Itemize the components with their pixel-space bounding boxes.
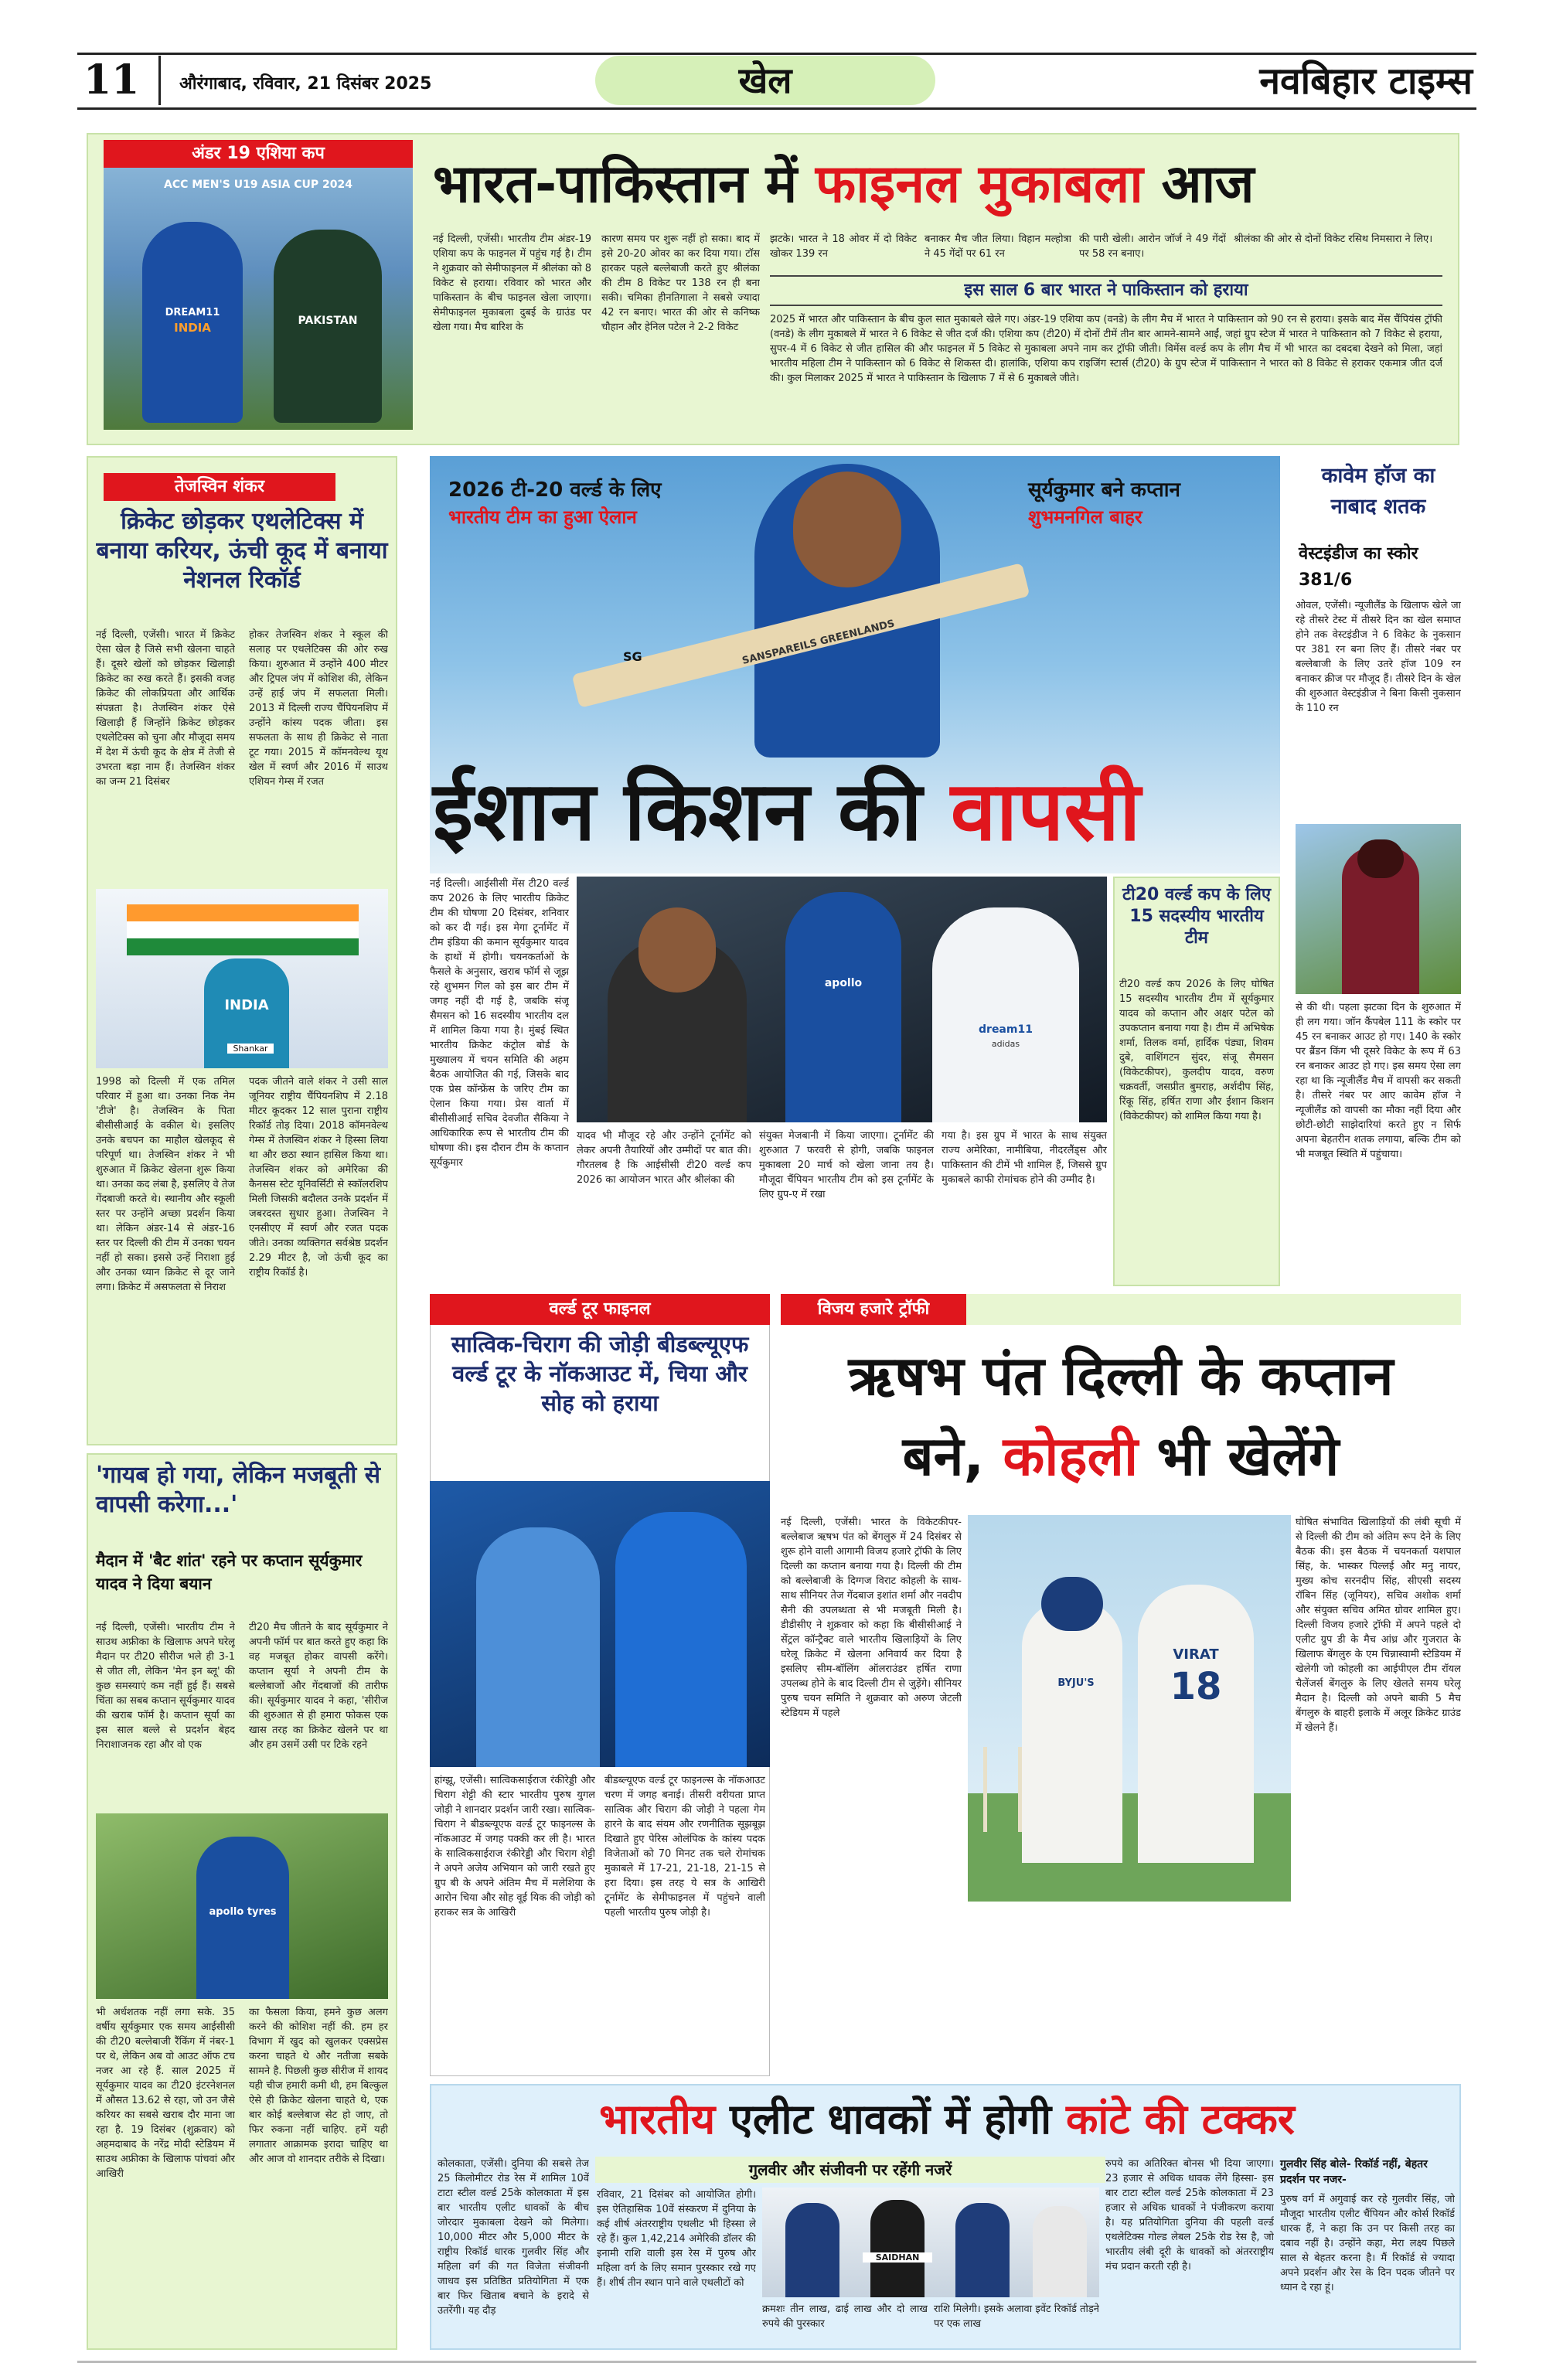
section-title: खेल <box>738 60 792 101</box>
kavem-body-1: ओवल, एजेंसी। न्यूजीलैंड के खिलाफ खेले जा रहे तीसरे टेस्ट में तीसरे दिन का खेल समाप्त होने तक वेस्टइंडीज ने 6 विकेट के नुकसान पर 381 रन बना लिए हैं। तीसरे नंबर पर बल्लेबाजी के लिए उतरे हॉज 109 रन बनाकर क्रीज पर मौजूद हैं। तीसरे दिन के खेल की शुरुआत वेस्टइंडीज ने बिना किसी नुकसान के 110 रन <box>1296 600 1461 714</box>
tejaswin-col-1: नई दिल्ली, एजेंसी। भारत में क्रिकेट ऐसा खेल है जिसे सभी खेलना चाहते हैं। दूसरे खेलों को छोड़कर खिलाड़ी क्रिकेट का रुख करते हैं। इसकी वजह क्रिकेट की लोकप्रियता और आर्थिक संपन्नता है। तेजस्विन शंकर ऐसे खिलाड़ी हैं जिन्होंने क्रिकेट छोड़कर एथलेटिक्स को चुना और मौजूदा समय में देश में ऊंची कूद के क्षेत्र में तेजी से उभरता बड़ा नाम हैं। तेजस्विन शंकर का जन्म 21 दिसंबर <box>96 629 235 788</box>
kohli-pant-photo <box>968 1515 1291 1902</box>
surya-col-3: भी अर्धशतक नहीं लगा सके. 35 वर्षीय सूर्यकुमार एक समय आईसीसी की टी20 बल्लेबाजी रैंकिंग में नंबर-1 पर थे, लेकिन अब वो आउट ऑफ टच नजर आ रहे हैं. साल 2025 में सूर्यकुमार यादव का टी20 इंटरनेशनल में औसत 13.62 से रहा, जो उन जैसे करियर का सबसे खराब दौर माना जा रहा है. 19 दिसंबर (शुक्रवार) को अहमदाबाद के नरेंद्र मोदी स्टेडियम में साउथ अफ्रीका के खिलाफ पांचवां और आखिरी <box>96 2007 235 2180</box>
satwik-col-2: बीडब्ल्यूएफ वर्ल्ड टूर फाइनल्स के नॉकआउट चरण में जगह बनाई। तीसरी वरीयता प्राप्त सात्विक और चिराग की जोड़ी ने पहला गेम हारने के बाद संयम और रणनीतिक सूझबूझ दिखाते हुए पेरिस ओलंपिक के कांस्य पदक विजेताओं को 70 मिनट तक चले रोमांचक मुकाबले में 17-21, 21-18, 21-15 से हरा दिया। इस तरह ये सत्र के आखिरी टूर्नामेंट के सेमीफाइनल में पहुंचने वाली पहली भारतीय पुरुष जोड़ी है। <box>604 1775 765 1919</box>
tejaswin-col-3: 1998 को दिल्ली में एक तमिल परिवार में हुआ था। उनका निक नेम 'टीजे' है। तेजस्विन के पिता बीसीसीआई के वकील थे। इसलिए उनके बचपन का माहौल खेलकूद से परिपूर्ण था। तेजस्विन शंकर ने भी शुरुआत में क्रिकेट खेलना शुरू किया था। उनका कद लंबा है, इसलिए वे तेज गेंदबाजी करते थे। स्थानीय और स्कूली स्तर पर उन्होंने अच्छा प्रदर्शन किया था। लेकिन अंडर-14 से अंडर-16 स्तर पर दिल्ली की टीम में उनका चयन नहीं हो सका। इससे उन्हें निराशा हुई और उनका ध्यान क्रिकेट से दूर जाने लगा। क्रिकेट में असफलता से निराश <box>96 1076 235 1293</box>
u19-captains-photo <box>104 168 413 430</box>
ishan-bullet-right <box>1028 476 1275 538</box>
top-story-headline <box>433 142 1453 227</box>
flag-saffron <box>127 904 359 921</box>
masthead: नवबिहार टाइम्स <box>1259 60 1473 103</box>
flag-white <box>127 921 359 938</box>
player-india-jersey-text: DREAM11 <box>165 307 220 318</box>
headline-black: भारत-पाकिस्तान में <box>433 154 798 215</box>
tejaswin-col-4: पदक जीतने वाले शंकर ने उसी साल जूनियर राष्ट्रीय चैंपियनशिप में 2.18 मीटर कूदकर 12 साल पुराना राष्ट्रीय रिकॉर्ड तोड़ दिया। 2018 कॉमनवेल्थ गेम्स में तेजस्विन शंकर ने हिस्सा लिया था और छठा स्थान हासिल किया था। तेजस्विन शंकर को अमेरिका की कैनसस स्टेट यूनिवर्सिटी से स्कॉलरशिप मिली जिसकी बदौलत उनके प्रदर्शन में जबरदस्त सुधार हुआ। तेजस्विन ने एनसीएए में स्वर्ण और रजत पदक जीते। उनका व्यक्तिगत सर्वश्रेष्ठ प्रदर्शन 2.29 मीटर है, जो ऊंची कूद का राष्ट्रीय रिकॉर्ड है। <box>249 1076 388 1279</box>
sub-story-body: 2025 में भारत और पाकिस्तान के बीच कुल सात मुकाबले खेले गए। अंडर-19 एशिया कप (वनडे) के लीग मैच में भारत ने पाकिस्तान को 90 रन से हराया। इसके बाद मेंस चैंपियंस ट्रॉफी (वनडे) के लीग मुकाबले में भारत ने 6 विकेट से जीत दर्ज की। एशिया कप (टी20) में दोनों टीमें तीन बार आमने-सामने आईं, जहां ग्रुप स्टेज में भारत ने पाकिस्तान को 7 विकेट से हराया, सुपर-4 में 6 विकेट से जीत हासिल की और फाइनल में 5 विकेट से मुकाबला अपने नाम कर ट्रॉफी जीती। विमेंस वर्ल्ड कप के लीग मैच में भी भारत का दबदबा देखने को मिला, जहां भारतीय महिला टीम ने पाकिस्तान को 6 विकेट से शिकस्त दी। हालांकि, एशिया कप राइजिंग स्टार्स (टी20) के ग्रुप स्टेज में पाकिस्तान ने भारत को 8 विकेट से हराकर एकमात्र जीत दर्ज की। कुल मिलाकर 2025 में भारत ने पाकिस्तान के खिलाफ 7 में से 6 मुकाबले जीते। <box>770 314 1442 384</box>
kavem-bullet: वेस्टइंडीज का स्कोर 381/6 <box>1299 544 1418 590</box>
pant-headline-line1: ऋषभ पंत दिल्ली के कप्तान <box>848 1344 1394 1408</box>
runners-col-1: कोलकाता, एजेंसी। दुनिया की सबसे तेज 25 किलोमीटर रोड रेस में शामिल 10वें टाटा स्टील वर्ल्ड 25के कोलकाता में इस बार भारतीय एलीट धावकों के बीच जोरदार मुकाबला देखने को मिलेगा। 10,000 मीटर और 5,000 मीटर के राष्ट्रीय रिकॉर्ड धारक गुलवीर सिंह और महिला वर्ग की गत विजेता संजीवनी जाधव इस प्रतिष्ठित प्रतियोगिता में एक बार फिर खिताब बचाने के इरादे से उतरेंगी। यह दौड़ <box>438 2158 589 2317</box>
runners-headline-black1: भारतीय <box>599 2095 716 2143</box>
tejaswin-col-2: होकर तेजस्विन शंकर ने स्कूल की सलाह पर एथलेटिक्स की ओर रुख किया। शुरुआत में उन्होंने 400 मीटर और ट्रिपल जंप में कोशिश की, लेकिन उन्हें हाई जंप में सफलता मिली। 2013 में दिल्ली राज्य चैंपियनशिप में उन्होंने कांस्य पदक जीता। इस सफलता के साथ ही क्रिकेट से नाता टूट गया। 2015 में कॉमनवेल्थ यूथ खेल में स्वर्ण और 2016 में साउथ एशियन गेम्स में रजत <box>249 629 388 788</box>
runner-2 <box>870 2200 925 2297</box>
runner-3 <box>955 2203 1010 2297</box>
runner-bib-text: SAIDHAN <box>863 2252 932 2263</box>
surya-col-4: का फैसला किया, हमने कुछ अलग करने की कोशिश नहीं की. हम हर विभाग में खुद को खुलकर एक्सप्रेस करना चाहते थे और नतीजा सबके सामने है. पिछली कुछ सीरीज में शायद यही चीज हमारी कमी थी, हम बिल्कुल ऐसे ही क्रिकेट खेलना चाहते थे, एक बार कोई बल्लेबाज सेट हो जाए, तो फिर रुकना नहीं चाहिए. हमें यही लगातार आक्रामक इरादा चाहिए था और आज वो शानदार तरीके से दिखा। <box>249 2007 388 2165</box>
athlete-bib: Shankar <box>227 1044 274 1054</box>
pant-headline <box>781 1336 1461 1506</box>
runner-4 <box>1033 2206 1087 2297</box>
runners-headline-black2: एलीट धावकों में होगी <box>730 2095 1052 2143</box>
tejaswin-photo <box>96 889 388 1068</box>
kohli-name-text: VIRAT <box>1173 1646 1219 1663</box>
runners-headline <box>441 2087 1453 2152</box>
ishan-headline-black: ईशान किशन की <box>433 764 922 859</box>
kavem-photo <box>1296 824 1461 994</box>
runners-col-4-head: गुलवीर सिंह बोले- रिकॉर्ड नहीं, बेहतर प्रदर्शन पर नजर- <box>1280 2158 1428 2186</box>
runners-col-4: पुरुष वर्ग में अगुवाई कर रहे गुलवीर सिंह, जो मौजूदा भारतीय एलीट चैंपियन और कोर्स रिकॉर्ड धारक हैं, ने कहा कि उन पर किसी तरह का दबाव नहीं है। उन्होंने कहा, मेरा लक्ष्य पिछले साल से बेहतर करना है। मैं रिकॉर्ड से ज्यादा अपने प्रदर्शन और रेस के दिन पदक जीतने पर ध्यान दे रहा हूं। <box>1280 2194 1455 2293</box>
surya-bullet: मैदान में 'बैट शांत' रहने पर कप्तान सूर्यकुमार यादव ने दिया बयान <box>96 1551 363 1593</box>
sponsor-text: BYJU'S <box>1057 1677 1095 1689</box>
player-india-country: INDIA <box>174 321 211 335</box>
satwik-tag: वर्ल्ड टूर फाइनल <box>430 1294 770 1325</box>
kavem-headline: कावेम हॉज का नाबाद शतक <box>1321 464 1435 519</box>
flag-green <box>127 938 359 955</box>
bullet-right-line2: शुभमनगिल बाहर <box>1028 506 1142 528</box>
pant-line2-red: कोहली <box>1003 1425 1139 1488</box>
chirag-figure <box>615 1512 747 1767</box>
ishan-col-2: यादव भी मौजूद रहे और उन्होंने टूर्नामेंट को लेकर अपनी तैयारियों और उम्मीदों पर बात की। गौरतलब है कि आईसीसी टी20 वर्ल्ड कप 2026 का आयोजन भारत और श्रीलंका की <box>577 1130 751 1186</box>
headline-red: फाइनल मुकाबला <box>815 154 1143 215</box>
sub-story-heading: इस साल 6 बार भारत ने पाकिस्तान को हराया <box>964 281 1248 300</box>
kohli-number-text: 18 <box>1170 1665 1222 1708</box>
ishan-col-4: गया है। इस ग्रुप में भारत के साथ संयुक्त राज्य अमेरिका, नामीबिया, नीदरलैंड्स और पाकिस्तान की टीमें भी शामिल हैं, जिससे ग्रुप मुकाबले काफी रोमांचक होने की उम्मीद है। <box>942 1130 1107 1186</box>
satwik-figure <box>476 1527 600 1767</box>
runner-1 <box>785 2203 839 2297</box>
photo-banner-text: ACC MEN'S U19 ASIA CUP 2024 <box>163 179 352 191</box>
pant-line2-black: बने, <box>902 1425 985 1488</box>
squad-body: टी20 वर्ल्ड कप 2026 के लिए घोषित 15 सदस्यीय भारतीय टीम में सूर्यकुमार यादव को कप्तान और अक्षर पटेल को उपकप्तान बनाया गया है। टीम में अभिषेक शर्मा, तिलक वर्मा, हार्दिक पंड्या, शिवम दुबे, वाशिंगटन सुंदर, संजू सैमसन (विकेटकीपर), कुलदीप यादव, वरुण चक्रवर्ती, जसप्रीत बुमराह, अर्शदीप सिंह, रिंकू सिंह, हर्षित राणा और ईशान किशन (विकेटकीपर) को शामिल किया गया है। <box>1119 979 1274 1122</box>
player-figure-2 <box>785 892 901 1122</box>
ishan-col-3: संयुक्त मेजबानी में किया जाएगा। टूर्नामेंट की शुरुआत 7 फरवरी से होगी, जबकि फाइनल मुकाबला 20 मार्च को खेला जाना तय है। मौजूदा चैंपियन भारतीय टीम को इस टूर्नामेंट के लिए ग्रुप-ए में रखा <box>759 1130 934 1200</box>
athlete-jersey-text: INDIA <box>224 997 269 1013</box>
headline-end: आज <box>1161 154 1255 215</box>
player-pakistan-jersey-text: PAKISTAN <box>298 315 358 327</box>
pant-helmet <box>1041 1577 1103 1631</box>
top-story-col-5: की पारी खेली। आरोन जॉर्ज ने 49 गेंदों पर 58 रन बनाए। <box>1079 233 1226 260</box>
player-figure-3 <box>932 907 1079 1122</box>
surya-col-1: नई दिल्ली, एजेंसी। भारतीय टीम ने साउथ अफ्रीका के खिलाफ अपने घरेलू मैदान पर टी20 सीरीज भले ही 3-1 से जीत ली, लेकिन 'मेन इन ब्लू' की कुछ समस्याएं कम नहीं हुई हैं। सबसे चिंता का सबब कप्तान सूर्यकुमार यादव की खराब फॉर्म है। कप्तान सूर्या का इस साल बल्ले से प्रदर्शन बेहद निराशाजनक रहा और वो एक <box>96 1622 235 1751</box>
top-story-col-6: श्रीलंका की ओर से दोनों विकेट रसिथ निमसारा ने लिए। <box>1234 233 1433 245</box>
ishan-bullet-left <box>448 476 696 538</box>
ishan-head <box>793 472 901 587</box>
player-figure-3-text: dream11 <box>979 1023 1033 1036</box>
pant-line2-end: भी खेलेंगे <box>1156 1425 1340 1488</box>
tejaswin-tag: तेजस्विन शंकर <box>104 473 335 501</box>
top-story-col-2: कारण समय पर शुरू नहीं हो सका। बाद में इसे 20-20 ओवर का कर दिया गया। टॉस हारकर पहले बल्लेबाजी करते हुए श्रीलंका की टीम 8 विकेट पर 138 रन ही बना सकी। चमिका हीनतिगाला ने सबसे ज्यादा 42 रन बनाए। भारत की ओर से कनिष्क चौहान और हेनिल पटेल ने 2-2 विकेट <box>601 233 760 333</box>
page-footer-rule <box>77 2361 1476 2363</box>
satwik-chirag-photo <box>430 1481 770 1767</box>
runners-headline-red: कांटे की टक्कर <box>1065 2095 1295 2143</box>
bullet-right-line1: सूर्यकुमार बने कप्तान <box>1028 478 1180 502</box>
press-conference-photo <box>577 877 1107 1122</box>
kavem-body-2: से की थी। पहला झटका दिन के शुरुआत में ही लग गया। जॉन कैंपबेल 111 के स्कोर पर 45 रन बनाकर आउट हो गए। 140 के स्कोर पर ब्रैंडन किंग भी दूसरे विकेट के रूप में 63 रन बनाकर आउट हो गए। इस समय ऐसा लग रहा था कि न्यूजीलैंड मैच में वापसी कर सकती है। तीसरे नंबर पर आए कावेम हॉज ने न्यूजीलैंड को वापसी का मौका नहीं दिया और छोटी-छोटी साझेदारियां करते हुए न सिर्फ अपना बेहतरीन शतक लगाया, बल्कि टीम को भी मजबूत स्थिति में पहुंचाया। <box>1296 1002 1461 1160</box>
surya-jersey-text: apollo tyres <box>209 1906 277 1918</box>
pant-headline-line2 <box>781 1416 1461 1496</box>
batter-helmet <box>1357 839 1404 878</box>
surya-figure <box>196 1837 289 1999</box>
top-story-tag: अंडर 19 एशिया कप <box>104 140 413 168</box>
surya-col-2: टी20 मैच जीतने के बाद सूर्यकुमार ने अपनी फॉर्म पर बात करते हुए कहा कि वह मजबूत होकर वापसी करेंगे। कप्तान सूर्या ने अपनी टीम के बल्लेबाजों और गेंदबाजों की तारीफ की। सूर्यकुमार यादव ने कहा, 'सीरीज की शुरुआत से ही हमारा फोकस एक खास तरह का क्रिकेट खेलने पर था और हम उसमें उसी पर टिके रहने <box>249 1622 388 1751</box>
pant-col-2: घोषित संभावित खिलाड़ियों की लंबी सूची में से दिल्ली की टीम को अंतिम रूप देने के लिए बैठक की। इस बैठक में चयनकर्ता यशपाल सिंह, के. भास्कर पिल्लई और मनु नायर, मुख्य कोच सरनदीप सिंह, सीएसी सदस्य रॉबिन सिंह (जूनियर), सचिव अशोक शर्मा और संयुक्त सचिव अमित ग्रोवर शामिल हुए। दिल्ली विजय हजारे ट्रॉफी में अपने पहले दो एलीट ग्रुप डी के मैच आंध्र और गुजरात के खिलाफ बेंगलुरु के एम चिन्नास्वामी स्टेडियम में खेलेगी जो कोहली का आईपीएल टीम रॉयल चैलेंजर्स बेंगलुरु के लिए खेलते समय घरेलू मैदान है। दिल्ली को अपने बाकी 5 मैच बेंगलुरु के बाहरी इलाके में अलूर क्रिकेट ग्राउंड में खेलने हैं। <box>1296 1517 1461 1734</box>
runners-photo-caption-right: राशि मिलेगी। इसके अलावा इवेंट रिकॉर्ड तोड़ने पर एक लाख <box>934 2303 1099 2330</box>
kohli-figure <box>1138 1585 1254 1863</box>
runners-col-3: रुपये का अतिरिक्त बोनस भी दिया जाएगा। 23 हजार से अधिक धावक लेंगे हिस्सा- इस बार टाटा स्टील वर्ल्ड 25के कोलकाता में 23 हजार से अधिक धावकों ने पंजीकरण कराया है। यह प्रतियोगिता दुनिया की पहली वर्ल्ड एथलेटिक्स गोल्ड लेबल 25के रोड रेस है, जो भारतीय लंबी दूरी के धावकों को अंतरराष्ट्रीय मंच प्रदान करती रही है। <box>1105 2158 1274 2273</box>
stumps <box>983 1747 1022 1832</box>
runners-sub-banner: गुलवीर और संजीवनी पर रहेंगी नजरें <box>595 2157 1105 2183</box>
top-story-col-1: नई दिल्ली, एजेंसी। भारतीय टीम अंडर-19 एशिया कप के फाइनल में पहुंच गई है। टीम ने शुक्रवार को सेमीफाइनल में श्रीलंका को 8 विकेट से हराया। रविवार को भारत और पाकिस्तान के बीच फाइनल खेला जाएगा। सेमीफाइनल मुकाबला दुबई के ग्राउंड पर खेला गया। मैच बारिश के <box>433 233 591 333</box>
runners-photo <box>762 2188 1099 2297</box>
ishan-headline <box>433 754 1283 870</box>
selector-head <box>638 907 716 993</box>
pant-tag: विजय हजारे ट्रॉफी <box>781 1294 966 1325</box>
ishan-col-1: नई दिल्ली। आईसीसी मेंस टी20 वर्ल्ड कप 2026 के लिए भारतीय क्रिकेट टीम की घोषणा 20 दिसंबर, शनिवार को कर दी गई। इस मेगा टूर्नामेंट में टीम इंडिया की कमान सूर्यकुमार यादव के हाथों में होगी। चयनकर्ताओं के फैसले के अनुसार, खराब फॉर्म से जूझ रहे शुभमन गिल को इस बार टीम में जगह नहीं दी गई है, जबकि संजू सैमसन को 16 सदस्यीय भारतीय दल में शामिल किया गया है। मुंबई स्थित भारतीय क्रिकेट कंट्रोल बोर्ड के मुख्यालय में चयन समिति की अहम बैठक आयोजित की गई, जिसके बाद एक प्रेस कॉन्फ्रेंस के जरिए टीम का ऐलान किया गया। प्रेस वार्ता में बीसीसीआई सचिव देवजीत सैकिया ने आधिकारिक रूप से भारतीय टीम की घोषणा की। इस दौरान टीम के कप्तान सूर्यकुमार <box>430 878 569 1169</box>
dateline: औरंगाबाद, रविवार, 21 दिसंबर 2025 <box>179 74 432 94</box>
satwik-col-1: हांग्झू, एजेंसी। सात्विकसाईराज रंकीरेड्डी और चिराग शेट्टी की स्टार भारतीय पुरुष युगल जोड़ी ने शानदार प्रदर्शन जारी रखा। सात्विक-चिराग ने बीडब्ल्यूएफ वर्ल्ड टूर फाइनल्स के नॉकआउट में जगह पक्की कर ली है। भारत के सात्विकसाईराज रंकीरेड्डी और चिराग शेट्टी ने अपने अजेय अभियान को जारी रखते हुए ग्रुप बी के अपने अंतिम मैच में मलेशिया के आरोन चिया और सोह वूई यिक की जोड़ी को हराकर सत्र के आखिरी <box>434 1775 595 1919</box>
bullet-left-line2: भारतीय टीम का हुआ ऐलान <box>448 506 637 528</box>
surya-quote: 'गायब हो गया, लेकिन मजबूती से वापसी करेगा...' <box>96 1462 381 1518</box>
player-figure-3-logo: adidas <box>991 1039 1020 1049</box>
ishan-headline-red: वापसी <box>950 764 1141 859</box>
surya-photo <box>96 1813 388 1999</box>
pant-col-1: नई दिल्ली, एजेंसी। भारत के विकेटकीपर-बल्लेबाज ऋषभ पंत को बेंगलुरु में 24 दिसंबर से शुरू होने वाली आगामी विजय हजारे ट्रॉफी के लिए दिल्ली का कप्तान बनाया गया है। दिल्ली की टीम को बल्लेबाजी के दिग्गज विराट कोहली के साथ-साथ सीनियर तेज गेंदबाज इशांत शर्मा और नवदीप सैनी की उपलब्धता से भी मजबूती मिली है। डीडीसीए ने शुक्रवार को कहा कि बीसीसीआई ने सेंट्रल कॉन्ट्रैक्ट वाले भारतीय खिलाड़ियों के लिए घरेलू क्रिकेट में खेलना अनिवार्य कर दिया है इसलिए सीम-बॉलिंग ऑलराउंडर हर्षित राणा उपलब्ध होने के बाद दिल्ली टीम से जुड़ेंगे। सीनियर पुरुष चयन समिति ने शुक्रवार को अरुण जेटली स्टेडियम में पहले <box>781 1517 962 1719</box>
glove-logo: SG <box>623 649 642 664</box>
runners-photo-caption-left: क्रमशः तीन लाख, ढाई लाख और दो लाख रुपये की पुरस्कार <box>762 2303 928 2330</box>
satwik-headline: सात्विक-चिराग की जोड़ी बीडब्ल्यूएफ वर्ल्ड टूर के नॉकआउट में, चिया और सोह को हराया <box>451 1331 749 1416</box>
player-figure-2-text: apollo <box>824 977 863 989</box>
squad-title: टी20 वर्ल्ड कप के लिए 15 सदस्यीय भारतीय टीम <box>1122 885 1272 948</box>
tejaswin-headline: क्रिकेट छोड़कर एथलेटिक्स में बनाया करियर, ऊंची कूद में बनाया नेशनल रिकॉर्ड <box>96 508 388 594</box>
bat-brand-text: SANSPAREILS GREENLANDS <box>741 618 896 668</box>
page-number: 11 <box>83 56 161 105</box>
runners-col-2: रविवार, 21 दिसंबर को आयोजित होगी। इस ऐतिहासिक 10वें संस्करण में दुनिया के कई शीर्ष अंतरराष्ट्रीय एथलीट भी हिस्सा ले रहे हैं। कुल 1,42,214 अमेरिकी डॉलर की इनामी राशि वाली इस रेस में पुरुष और महिला वर्ग के लिए समान पुरस्कार रखे गए हैं। शीर्ष तीन स्थान पाने वाले एथलीटों को <box>597 2189 756 2289</box>
pant-figure <box>1022 1600 1122 1863</box>
top-story-col-4: बनाकर मैच जीत लिया। विहान मल्होत्रा ने 45 गेंदों पर 61 रन <box>925 233 1071 260</box>
bullet-left-line1: 2026 टी-20 वर्ल्ड के लिए <box>448 478 662 502</box>
top-story-col-3: झटके। भारत ने 18 ओवर में दो विकेट खोकर 139 रन <box>770 233 917 260</box>
